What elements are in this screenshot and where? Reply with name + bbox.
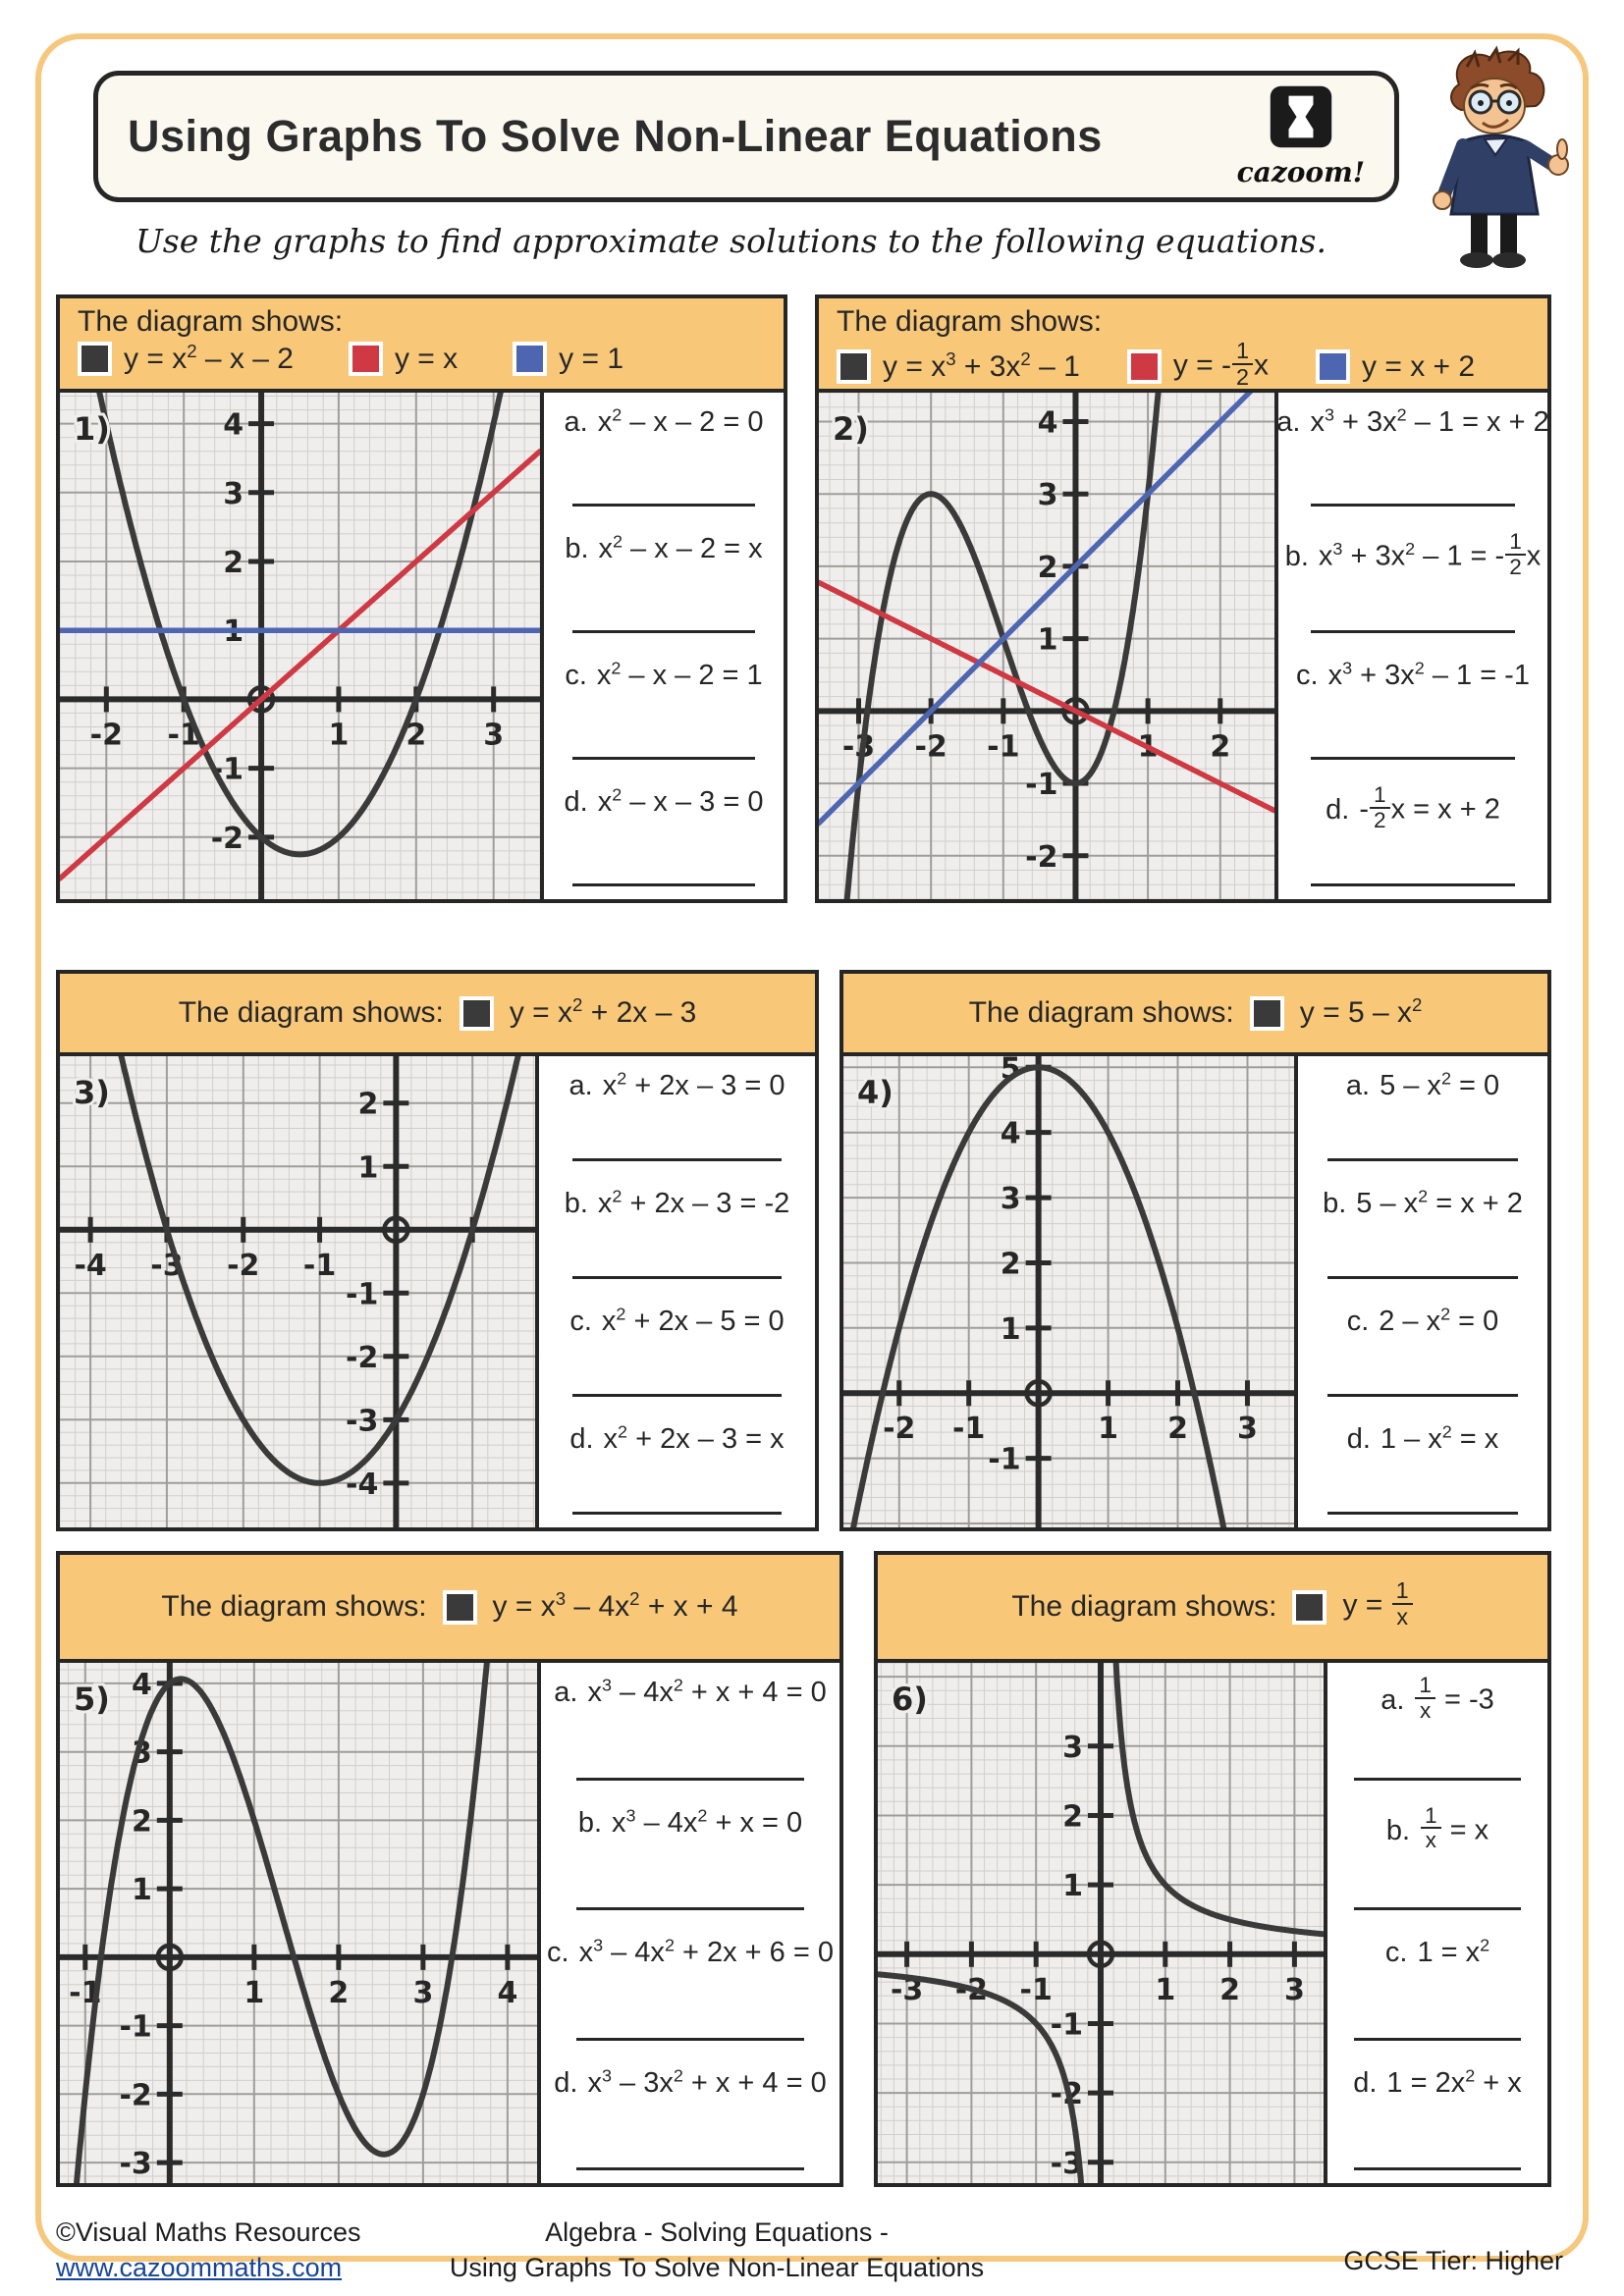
svg-text:-1: -1 <box>302 1248 337 1283</box>
panel-4 <box>839 970 1551 1531</box>
legend-item-black <box>78 342 294 376</box>
question-eq: $x^2 - x - 2 = 1$ <box>596 658 763 691</box>
legend-item-black <box>837 349 1080 384</box>
question-letter: a. <box>564 406 588 438</box>
question-1c <box>544 646 784 773</box>
question-letter: d. <box>554 2066 578 2099</box>
svg-text:-2: -2 <box>210 821 244 856</box>
svg-text:1: 1 <box>1062 1869 1083 1904</box>
answer-blank[interactable] <box>1354 1907 1521 1910</box>
answer-blank[interactable] <box>1311 504 1515 507</box>
question-letter: b. <box>564 1188 588 1219</box>
answer-blank[interactable] <box>572 1276 783 1279</box>
legend-title: The diagram shows: <box>968 996 1234 1029</box>
graph-6 <box>878 1663 1324 2183</box>
question-letter: a. <box>1345 1070 1371 1101</box>
svg-text:-1: -1 <box>988 1442 1021 1477</box>
legend-title: The diagram shows: <box>178 996 444 1029</box>
svg-text:2: 2 <box>131 1804 152 1840</box>
question-letter: a. <box>568 1070 593 1101</box>
question-2a <box>1278 393 1547 519</box>
panel-4-questions <box>1294 1056 1547 1527</box>
question-eq: $x^2 + 2x - 3 = -2$ <box>597 1186 790 1219</box>
question-1b <box>544 519 784 646</box>
legend-item-blue <box>513 342 623 376</box>
svg-text:1: 1 <box>1137 729 1159 765</box>
svg-text:2): 2) <box>833 410 869 448</box>
question-letter: c. <box>1296 660 1319 691</box>
legend-swatch-black <box>1250 996 1284 1031</box>
cazoom-logo <box>1237 84 1365 188</box>
question-1a <box>544 393 784 519</box>
answer-blank[interactable] <box>1311 630 1515 633</box>
panel-6 <box>874 1551 1551 2187</box>
panel-1 <box>56 294 787 903</box>
question-eq: $x^3 - 4x^2 + 2x + 6 = 0$ <box>578 1935 834 1968</box>
footer-topic-line2: Using Graphs To Solve Non-Linear Equations <box>449 2253 985 2283</box>
legend-item-red <box>349 342 458 376</box>
svg-text:3: 3 <box>131 1735 152 1771</box>
graph-3 <box>60 1056 535 1527</box>
panel-5 <box>56 1551 843 2187</box>
svg-text:2: 2 <box>328 1975 350 2010</box>
question-eq: - $\frac{1}{2}$ x = x + 2 <box>1359 782 1500 832</box>
svg-text:-1: -1 <box>987 729 1020 765</box>
svg-text:-4: -4 <box>346 1467 379 1502</box>
svg-text:-2: -2 <box>1025 839 1058 875</box>
question-4c <box>1298 1292 1547 1410</box>
question-letter: c. <box>1384 1937 1408 1968</box>
answer-blank[interactable] <box>576 1778 803 1781</box>
question-2c <box>1278 646 1547 773</box>
cazoom-hourglass-icon <box>1269 84 1333 154</box>
svg-text:3: 3 <box>223 476 244 511</box>
svg-text:2: 2 <box>223 546 244 580</box>
svg-text:-1: -1 <box>1050 2007 1083 2043</box>
panel-2 <box>815 294 1551 903</box>
question-letter: b. <box>565 533 589 564</box>
question-letter: b. <box>1284 541 1309 573</box>
question-eq: $1 = 2x^2 + x$ <box>1386 2064 1522 2099</box>
answer-blank[interactable] <box>1354 2038 1521 2041</box>
footer-left <box>56 2215 361 2286</box>
panel-2-legend <box>819 298 1547 393</box>
answer-blank[interactable] <box>1327 1158 1517 1161</box>
answer-blank[interactable] <box>572 757 754 760</box>
cazoommaths-link[interactable]: www.cazoommaths.com <box>56 2253 343 2283</box>
panel-1-questions <box>540 393 784 899</box>
legend-swatch-blue <box>1316 349 1350 384</box>
svg-text:1: 1 <box>1155 1972 1176 2007</box>
question-letter: a. <box>1276 406 1301 438</box>
legend-eq: y = x + 2 <box>1362 349 1476 383</box>
svg-text:4: 4 <box>223 407 244 443</box>
svg-text:5: 5 <box>1000 1056 1021 1087</box>
svg-text:1: 1 <box>328 718 350 753</box>
legend-swatch-red <box>349 342 383 376</box>
svg-text:-2: -2 <box>954 1972 989 2007</box>
legend-item-red <box>1127 338 1270 392</box>
legend-item-blue <box>1316 349 1475 384</box>
legend-eq: y = - $\frac{1}{2}$ x <box>1172 338 1270 390</box>
legend-eq: y = $\frac{1}{x}$ <box>1342 1581 1413 1631</box>
question-eq: $2 - x^2 = 0$ <box>1379 1304 1499 1337</box>
question-eq: $1 = x^2$ <box>1417 1935 1490 1968</box>
svg-text:3: 3 <box>412 1975 434 2010</box>
answer-blank[interactable] <box>576 2167 803 2170</box>
svg-text:2: 2 <box>1210 729 1231 765</box>
svg-text:3: 3 <box>1062 1730 1083 1765</box>
question-letter: d. <box>1346 1423 1371 1455</box>
svg-text:2: 2 <box>1037 550 1058 585</box>
svg-text:2: 2 <box>406 718 427 753</box>
svg-text:4: 4 <box>1000 1116 1021 1151</box>
svg-text:3: 3 <box>1000 1182 1021 1217</box>
question-eq: $x^3 + 3x^2 - 1 = -1$ <box>1327 658 1530 691</box>
svg-text:-2: -2 <box>914 729 947 765</box>
svg-text:-3: -3 <box>119 2147 152 2182</box>
question-4a <box>1298 1056 1547 1174</box>
svg-text:6): 6) <box>892 1681 928 1718</box>
answer-blank[interactable] <box>572 1394 783 1397</box>
question-letter: c. <box>547 1937 569 1968</box>
question-letter: c. <box>1346 1306 1370 1337</box>
panel-2-questions <box>1274 393 1547 899</box>
legend-swatch-black <box>1292 1590 1326 1625</box>
svg-text:5): 5) <box>74 1681 110 1718</box>
svg-text:-3: -3 <box>1050 2146 1083 2181</box>
svg-text:-2: -2 <box>346 1340 379 1375</box>
question-2d <box>1278 773 1547 899</box>
question-eq: $5 - x^2 = x + 2$ <box>1356 1186 1523 1219</box>
question-eq: $\frac{1}{x}$ = -3 <box>1414 1677 1493 1726</box>
legend-title: The diagram shows: <box>1011 1590 1277 1623</box>
graph-2 <box>819 393 1274 899</box>
question-eq: $x^2 - x - 2 = 0$ <box>597 404 764 438</box>
cazoom-logo-text: cazoom! <box>1236 156 1365 188</box>
question-letter: d. <box>569 1423 594 1455</box>
legend-swatch-black <box>460 996 494 1031</box>
question-3a <box>539 1056 815 1174</box>
svg-text:-1: -1 <box>1025 768 1058 803</box>
svg-text:4: 4 <box>131 1667 152 1702</box>
svg-text:-2: -2 <box>119 2078 152 2113</box>
panel-1-legend <box>60 298 784 393</box>
question-eq: $5 - x^2 = 0$ <box>1380 1068 1500 1101</box>
svg-text:1: 1 <box>131 1873 152 1908</box>
boy-cartoon <box>1398 45 1587 291</box>
question-eq: $1 - x^2 = x$ <box>1380 1421 1499 1455</box>
answer-blank[interactable] <box>1354 2167 1521 2170</box>
question-5a <box>541 1663 839 1793</box>
question-5d <box>541 2054 839 2184</box>
svg-text:3: 3 <box>1037 478 1058 513</box>
svg-text:2: 2 <box>357 1087 379 1122</box>
legend-title: The diagram shows: <box>78 305 344 338</box>
legend-eq: $y = x^3 - 4x^2 + x + 4$ <box>492 1588 738 1623</box>
answer-blank[interactable] <box>1354 1778 1521 1781</box>
graph-1 <box>60 393 540 899</box>
panel-6-questions <box>1324 1663 1547 2183</box>
question-3d <box>539 1410 815 1527</box>
svg-text:1: 1 <box>1000 1311 1021 1347</box>
svg-text:1): 1) <box>74 410 110 448</box>
svg-text:2: 2 <box>1219 1972 1241 2007</box>
question-5c <box>541 1923 839 2054</box>
question-2b <box>1278 519 1547 646</box>
panel-3 <box>56 970 819 1531</box>
instruction-text: Use the graphs to find approximate solutions to the following equations. <box>135 222 1326 260</box>
question-letter: b. <box>1323 1188 1347 1219</box>
svg-text:4: 4 <box>497 1975 518 2010</box>
panel-4-legend <box>843 974 1547 1056</box>
svg-text:4): 4) <box>857 1074 893 1111</box>
question-letter: b. <box>577 1806 603 1839</box>
svg-text:-3: -3 <box>890 1972 924 2007</box>
question-eq: $\frac{1}{x}$ = x <box>1420 1807 1489 1856</box>
question-eq: $x^2 - x - 2 = x$ <box>598 531 763 564</box>
svg-text:-1: -1 <box>210 752 244 787</box>
panel-5-legend <box>60 1555 839 1663</box>
question-eq: $x^2 + 2x - 5 = 0$ <box>601 1304 785 1337</box>
question-eq: $x^3 - 3x^2 + x + 4 = 0$ <box>587 2064 827 2099</box>
answer-blank[interactable] <box>572 883 754 886</box>
page-title: Using Graphs To Solve Non-Linear Equations <box>128 111 1103 161</box>
svg-text:-1: -1 <box>952 1412 986 1447</box>
graph-4 <box>843 1056 1294 1527</box>
svg-text:2: 2 <box>1000 1247 1021 1282</box>
svg-text:3: 3 <box>1237 1412 1258 1447</box>
svg-text:-2: -2 <box>883 1412 916 1447</box>
panel-5-questions <box>537 1663 839 2183</box>
question-letter: d. <box>564 786 588 818</box>
legend-title: The diagram shows: <box>837 305 1103 338</box>
answer-blank[interactable] <box>1327 1276 1517 1279</box>
svg-text:1: 1 <box>244 1975 265 2010</box>
svg-text:-2: -2 <box>89 718 123 753</box>
question-4d <box>1298 1410 1547 1527</box>
svg-text:-3: -3 <box>841 729 876 765</box>
question-letter: d. <box>1326 794 1350 827</box>
svg-text:-3: -3 <box>150 1248 184 1283</box>
svg-text:1: 1 <box>223 614 244 650</box>
svg-text:3): 3) <box>74 1074 110 1111</box>
legend-eq: $y = x^2 + 2x - 3$ <box>509 994 697 1029</box>
graph-5 <box>60 1663 537 2183</box>
footer-center <box>412 2215 1021 2286</box>
question-6c <box>1327 1923 1547 2054</box>
answer-blank[interactable] <box>572 1512 783 1515</box>
svg-text:2: 2 <box>1167 1412 1188 1447</box>
svg-text:-1: -1 <box>69 1975 102 2010</box>
svg-text:-1: -1 <box>1019 1972 1053 2007</box>
svg-text:4: 4 <box>1037 405 1058 441</box>
answer-blank[interactable] <box>572 630 754 633</box>
question-letter: c. <box>569 1306 592 1337</box>
svg-text:3: 3 <box>1283 1972 1305 2007</box>
svg-text:-2: -2 <box>227 1248 260 1283</box>
answer-blank[interactable] <box>576 2038 803 2041</box>
question-eq: $x^3 - 4x^2 + x + 4 = 0$ <box>587 1675 827 1708</box>
svg-text:1: 1 <box>357 1150 379 1186</box>
question-6d <box>1327 2054 1547 2184</box>
question-1d <box>544 773 784 899</box>
legend-eq: y = 1 <box>559 342 624 375</box>
title-box <box>93 71 1399 202</box>
answer-blank[interactable] <box>1327 1512 1517 1515</box>
question-6b <box>1327 1793 1547 1924</box>
legend-swatch-red <box>1127 349 1162 384</box>
legend-eq: y = x <box>394 342 459 375</box>
question-eq: $x^2 + 2x - 3 = x$ <box>603 1421 785 1455</box>
question-6a <box>1327 1663 1547 1793</box>
answer-blank[interactable] <box>1327 1394 1517 1397</box>
legend-eq: $y = 5 - x^2$ <box>1299 994 1423 1029</box>
legend-swatch-black <box>78 342 112 376</box>
question-3c <box>539 1292 815 1410</box>
question-5b <box>541 1793 839 1924</box>
footer-topic-line1: Algebra - Solving Equations - <box>545 2217 889 2247</box>
question-letter: c. <box>565 660 587 691</box>
answer-blank[interactable] <box>1311 883 1515 886</box>
question-eq: $x^2 - x - 3 = 0$ <box>597 784 764 818</box>
question-4b <box>1298 1174 1547 1292</box>
question-3b <box>539 1174 815 1292</box>
question-eq: $x^3 - 4x^2 + x = 0$ <box>612 1804 803 1839</box>
question-letter: a. <box>554 1677 578 1708</box>
svg-text:-2: -2 <box>1050 2077 1083 2112</box>
legend-eq: $y = x^2 - x - 2$ <box>124 340 294 375</box>
legend-eq: $y = x^3 + 3x^2 - 1$ <box>883 347 1080 383</box>
question-letter: a. <box>1380 1684 1405 1717</box>
answer-blank[interactable] <box>1311 757 1515 760</box>
svg-text:-1: -1 <box>346 1277 379 1312</box>
question-eq: $x^3 + 3x^2 - 1 = x + 2$ <box>1310 404 1549 438</box>
svg-text:-4: -4 <box>74 1248 107 1283</box>
answer-blank[interactable] <box>576 1907 803 1910</box>
footer-tier: GCSE Tier: Higher <box>1343 2246 1563 2275</box>
answer-blank[interactable] <box>572 504 754 507</box>
question-eq: $x^3 + 3x^2 - 1$ = - $\frac{1}{2}$ x <box>1318 529 1542 579</box>
question-letter: d. <box>1353 2066 1378 2099</box>
copyright-text: ©Visual Maths Resources <box>56 2217 361 2247</box>
svg-text:3: 3 <box>483 718 505 753</box>
legend-swatch-blue <box>513 342 547 376</box>
panel-3-legend <box>60 974 815 1056</box>
question-letter: b. <box>1385 1814 1411 1846</box>
legend-title: The diagram shows: <box>161 1590 427 1623</box>
svg-text:1: 1 <box>1098 1412 1119 1447</box>
answer-blank[interactable] <box>572 1158 783 1161</box>
legend-swatch-black <box>443 1590 477 1625</box>
svg-text:-3: -3 <box>346 1404 379 1439</box>
legend-swatch-black <box>837 349 871 384</box>
svg-text:2: 2 <box>1062 1799 1083 1835</box>
panel-6-legend <box>878 1555 1547 1663</box>
svg-text:1: 1 <box>1037 622 1058 658</box>
question-eq: $x^2 + 2x - 3 = 0$ <box>602 1068 785 1101</box>
svg-text:-1: -1 <box>167 718 200 753</box>
panel-3-questions <box>535 1056 815 1527</box>
svg-text:-1: -1 <box>119 2009 152 2045</box>
